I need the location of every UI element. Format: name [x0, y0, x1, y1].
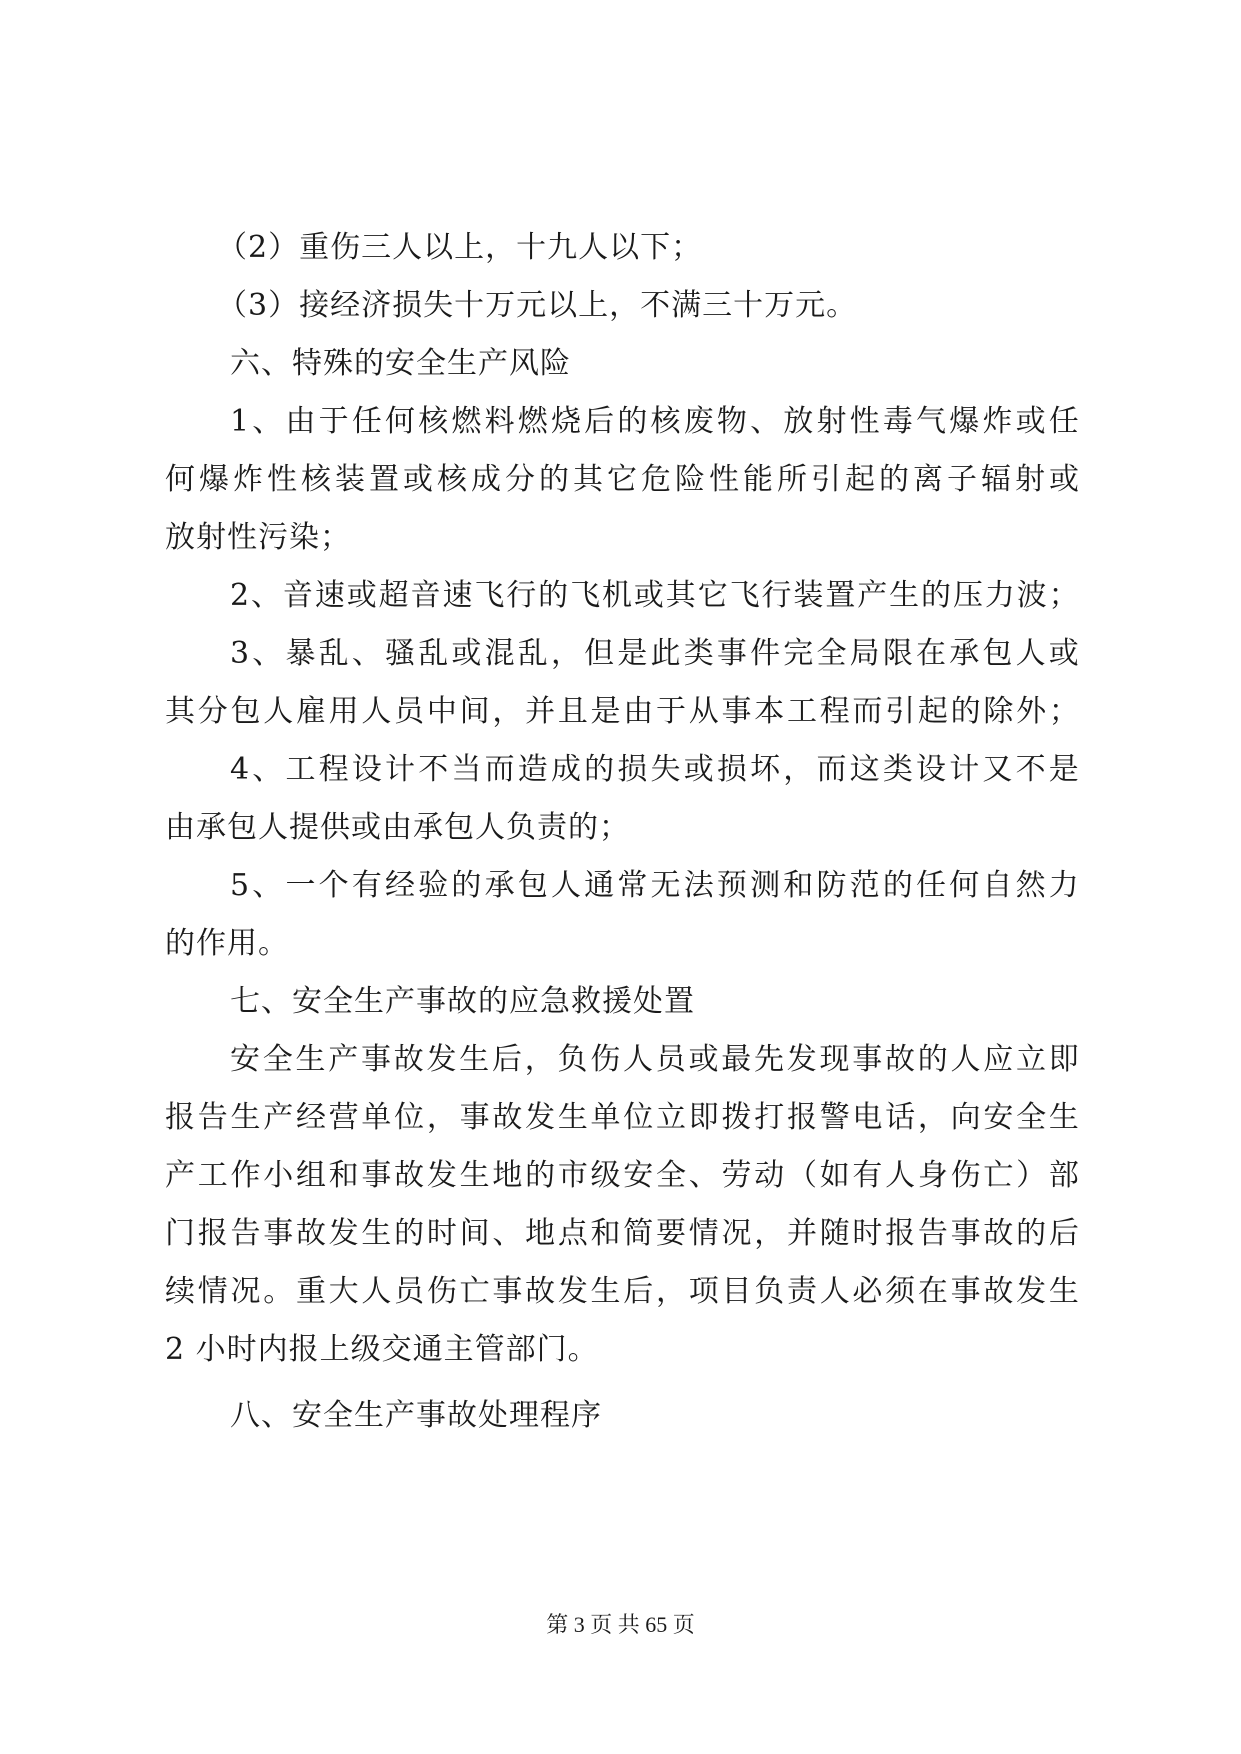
section-heading: 八、安全生产事故处理程序	[230, 1398, 602, 1433]
text-line: 其 分 包 人 雇 用 人 员 中 间 ， 并 且 是 由 于 从 事 本 工 程 而 引 起 的 除 外 ；	[165, 694, 1080, 729]
text-line: 3 、 暴 乱 、 骚 乱 或 混 乱 ， 但 是 此 类 事 件 完 全 局 限 在 承 包 人 或	[230, 636, 1080, 671]
text-line: 由承包人提供或由承包人负责的；	[165, 810, 630, 845]
text-line: 续 情 况 。 重 大 人 员 伤 亡 事 故 发 生 后 ， 项 目 负 责 人 必 须 在 事 故 发 生	[165, 1274, 1080, 1309]
text-line: 1 、 由 于 任 何 核 燃 料 燃 烧 后 的 核 废 物 、 放 射 性 毒 气 爆 炸 或 任	[230, 404, 1080, 439]
page-footer: 第 3 页 共 65 页	[546, 1612, 695, 1637]
text-line: 的作用。	[165, 926, 289, 961]
text-line: 安 全 生 产 事 故 发 生 后 ， 负 伤 人 员 或 最 先 发 现 事 故 的 人 应 立 即	[230, 1042, 1080, 1077]
section-heading: 六、特殊的安全生产风险	[230, 346, 571, 381]
text-line: 报 告 生 产 经 营 单 位 ， 事 故 发 生 单 位 立 即 拨 打 报 警 电 话 ， 向 安 全 生	[165, 1100, 1080, 1135]
text-line: 门 报 告 事 故 发 生 的 时 间 、 地 点 和 简 要 情 况 ， 并 随 时 报 告 事 故 的 后	[165, 1216, 1080, 1251]
text-line: 5 、 一 个 有 经 验 的 承 包 人 通 常 无 法 预 测 和 防 范 的 任 何 自 然 力	[230, 868, 1080, 903]
text-line: 产 工 作 小 组 和 事 故 发 生 地 的 市 级 安 全 、 劳 动 （ 如 有 人 身 伤 亡 ） 部	[165, 1158, 1080, 1193]
text-line: （3）接经济损失十万元以上，不满三十万元。	[217, 288, 858, 323]
text-line: （2）重伤三人以上，十九人以下；	[217, 230, 703, 265]
text-line: 放射性污染；	[165, 520, 351, 555]
text-line: 2 、 音 速 或 超 音 速 飞 行 的 飞 机 或 其 它 飞 行 装 置 产 生 的 压 力 波 ；	[230, 578, 1080, 613]
text-line: 何 爆 炸 性 核 装 置 或 核 成 分 的 其 它 危 险 性 能 所 引 起 的 离 子 辐 射 或	[165, 462, 1080, 497]
text-line: 4 、 工 程 设 计 不 当 而 造 成 的 损 失 或 损 坏 ， 而 这 类 设 计 又 不 是	[230, 752, 1080, 787]
text-line: 2 小时内报上级交通主管部门。	[165, 1332, 599, 1367]
section-heading: 七、安全生产事故的应急救援处置	[230, 984, 695, 1019]
